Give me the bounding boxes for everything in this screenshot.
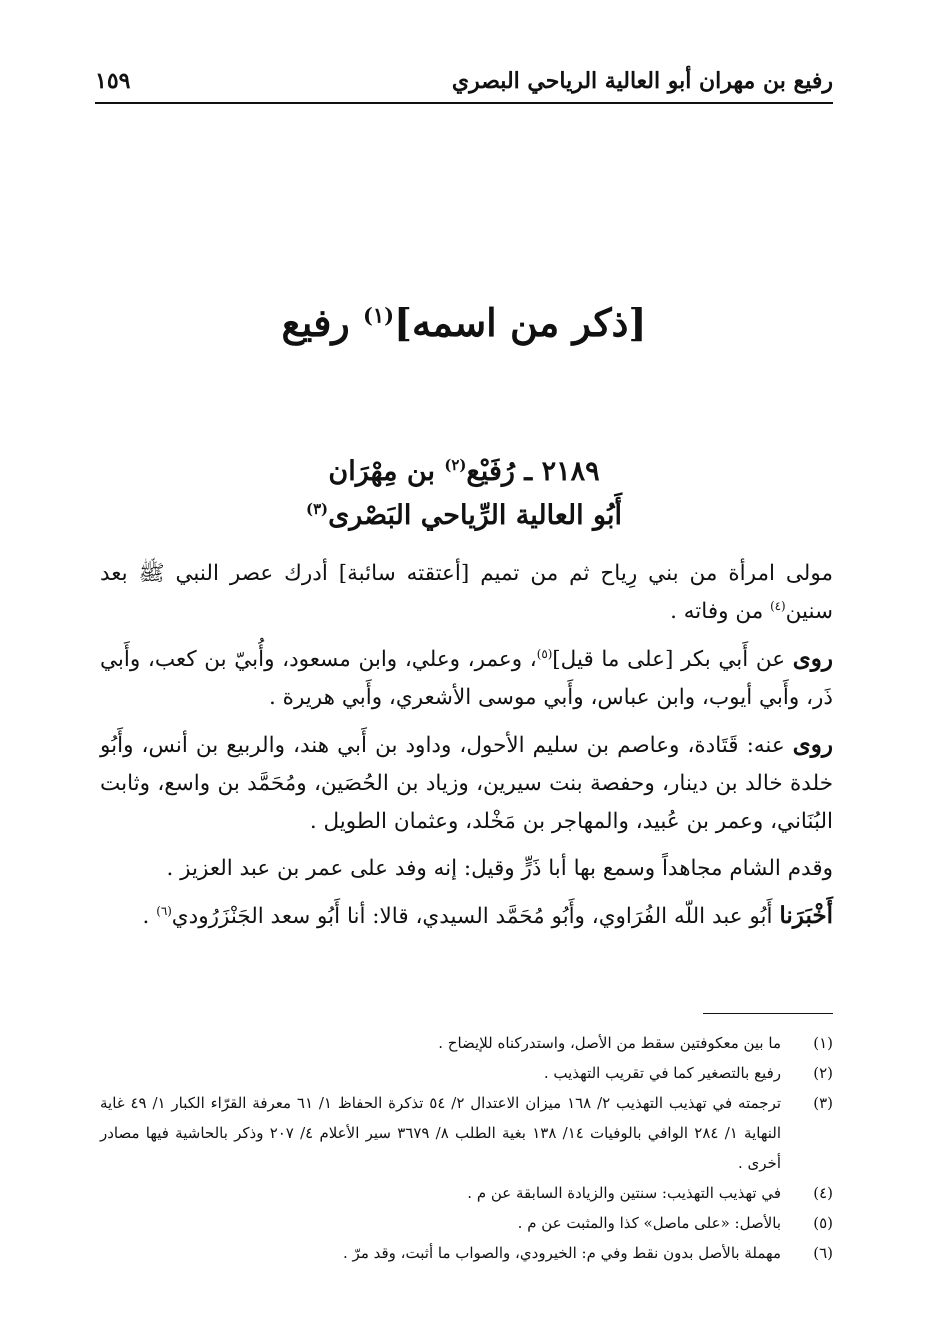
section-heading [95, 300, 833, 345]
footnote-item [100, 1238, 833, 1268]
footnote-item [100, 1208, 833, 1238]
paragraph-2-text-end: ، وعمر، وعلي، وابن مسعود، وأُبيّ بن كعب، وأَبي ذَر، وأَبي أيوب، وابن عباس، وأَبي موسى الأشعري، وأَبي هريرة . [100, 647, 833, 710]
paragraph-1-text: مولى امرأة من بني رِياح ثم من تميم [أعتقته سائبة] أدرك عصر النبي ﷺ بعد سنين [100, 561, 833, 624]
footnote-text: ترجمته في تهذيب التهذيب ٢/ ١٦٨ ميزان الاعتدال ٢/ ٥٤ تذكرة الحفاظ ١/ ٦١ معرفة القرّاء الكبار ١/ ٤٩ غاية النهاية ١/ ٢٨٤ الوافي بالوفيات ١٤/ ١٣٨ بغية الطلب ٨/ ٣٦٧٩ سير الأعلام ٤/ ٢٠٧ وذكر بالحاشية فيها مصادر أخرى . [100, 1094, 782, 1172]
paragraph-5-text: أَبُو عبد اللّه الفُرَاوي، وأَبُو مُحَمَّد السيدي، قالا: أنا أَبُو سعد الجَنْزَرُودي [171, 904, 773, 929]
footnote-item [100, 1028, 833, 1058]
running-title: رفيع بن مهران أبو العالية الرياحي البصري [451, 68, 833, 94]
paragraph-3 [100, 726, 833, 841]
paragraph-3-text: عنه: قَتَادة، وعاصم بن سليم الأحول، وداود بن أَبي هند، والربيع بن أنس، وأَبُو خلدة خالد بن دينار، وحفصة بنت سيرين، وزياد بن الحُصَين، ومُحَمَّد بن واسع، وثابت البُنَاني، وعمر بن عُبيد، والمهاجر بن مَخْلد، وعثمان الطويل . [100, 733, 833, 834]
paragraph-1 [100, 555, 833, 631]
keyword-akhbarana: أَخْبَرَنا [779, 902, 833, 929]
footnote-number: (٣) [813, 1094, 833, 1112]
footnotes [100, 1028, 833, 1268]
entry-kunya: أَبُو العالية الرِّياحي البَصْرى [328, 500, 622, 531]
section-title: [ذكر من اسمه] [394, 300, 647, 345]
page-header [95, 62, 833, 104]
footnote-ref-2[interactable]: (٢) [444, 456, 467, 474]
footnote-number: (٦) [813, 1244, 833, 1262]
footnote-ref-6[interactable]: (٦) [156, 903, 172, 918]
footnote-number: (٥) [813, 1214, 833, 1232]
page-number: ١٥٩ [95, 68, 131, 94]
entry-number-and-name: ٢١٨٩ ـ رُفَيْع [466, 456, 600, 487]
entry-heading-line-2 [95, 494, 833, 538]
paragraph-5 [100, 897, 833, 936]
paragraph-1-text-end: من وفاته . [670, 599, 764, 624]
footnote-item [100, 1178, 833, 1208]
footnote-item [100, 1058, 833, 1088]
footnote-text: رفيع بالتصغير كما في تقريب التهذيب . [543, 1064, 781, 1082]
footnote-ref-5[interactable]: (٥) [536, 646, 553, 661]
entry-father-name: بن مِهْرَان [328, 456, 435, 487]
entry-heading [95, 450, 833, 538]
paragraph-4-text: وقدم الشام مجاهداً وسمع بها أبا ذَرٍّ وقيل: إنه وفد على عمر بن عبد العزيز . [166, 856, 833, 881]
body-text [100, 555, 833, 945]
footnote-ref-4[interactable]: (٤) [770, 598, 786, 613]
footnote-text: ما بين معكوفتين سقط من الأصل، واستدركناه للإيضاح . [438, 1034, 781, 1052]
paragraph-4 [100, 850, 833, 888]
paragraph-2-text: عن أَبي بكر [على ما قيل] [552, 647, 786, 672]
footnote-text: مهملة بالأصل بدون نقط وفي م: الخيرودي، والصواب ما أثبت، وقد مرّ . [343, 1244, 781, 1262]
footnote-number: (١) [813, 1034, 833, 1052]
footnote-number: (٢) [813, 1064, 833, 1082]
footnote-divider [703, 1013, 833, 1014]
entry-heading-line-1 [95, 450, 833, 494]
paragraph-5-text-end: . [142, 904, 150, 929]
footnote-ref-1[interactable]: (١) [363, 302, 395, 328]
footnote-number: (٤) [813, 1184, 833, 1202]
keyword-rawa: روى [792, 645, 833, 672]
keyword-rawa-anhu: روى [792, 731, 833, 758]
footnote-item [100, 1088, 833, 1178]
footnote-text: في تهذيب التهذيب: سنتين والزيادة السابقة عن م . [467, 1184, 781, 1202]
footnote-ref-3[interactable]: (٣) [306, 500, 329, 518]
paragraph-2 [100, 640, 833, 717]
section-title-end: رفيع [281, 300, 350, 345]
footnote-text: بالأصل: «على ماصل» كذا والمثبت عن م . [517, 1214, 781, 1232]
